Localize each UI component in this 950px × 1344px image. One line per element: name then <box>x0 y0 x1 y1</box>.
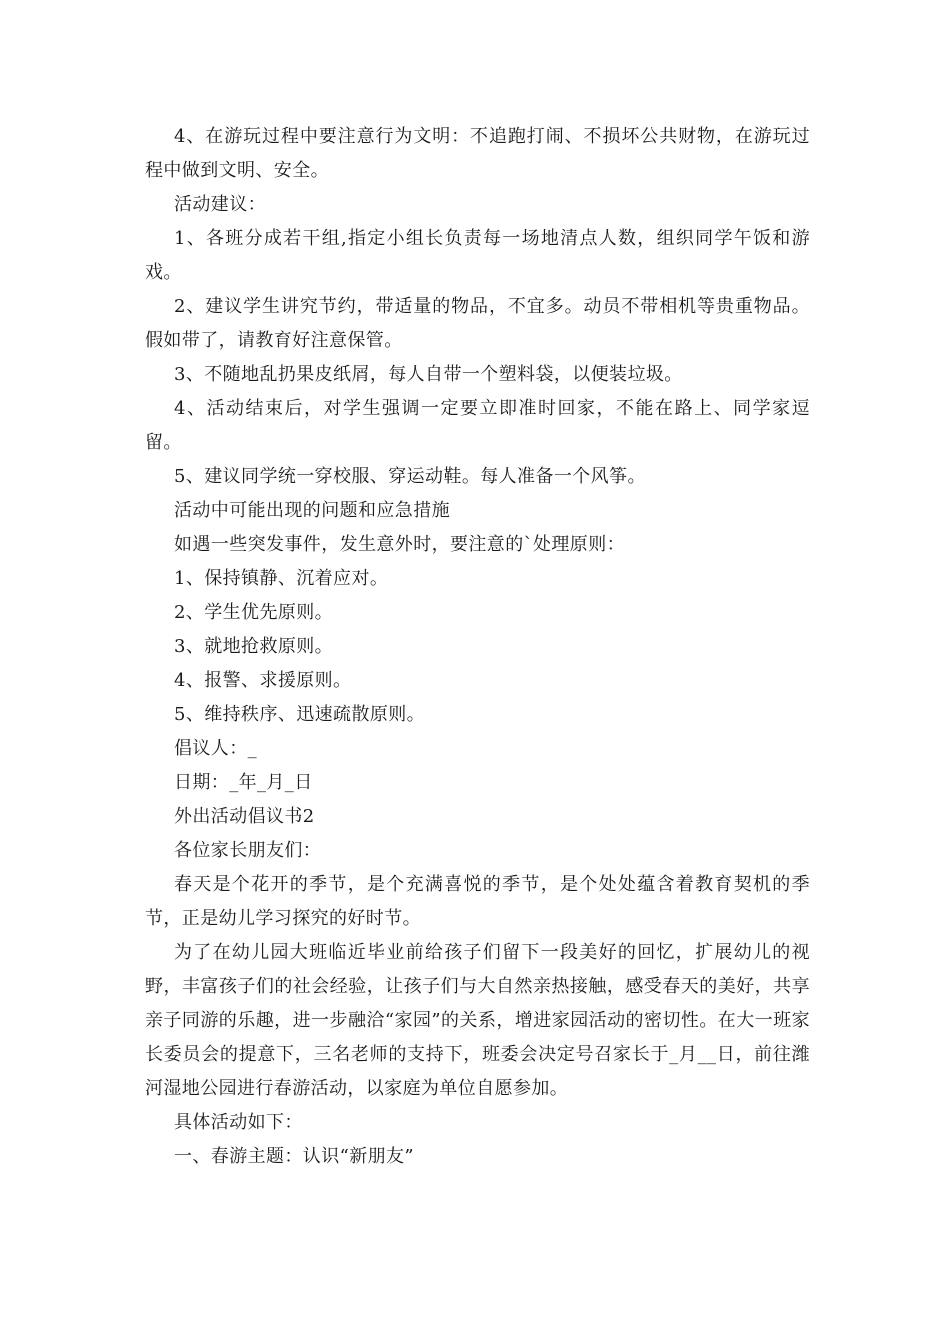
paragraph-emergency-intro: 如遇一些突发事件，发生意外时，要注意的`处理原则： <box>174 534 625 555</box>
paragraph-principle-4: 4、报警、求援原则。 <box>174 670 352 691</box>
paragraph-principle-2: 2、学生优先原则。 <box>174 602 334 623</box>
paragraph-suggestion-1: 1、各班分成若干组,指定小组长负责每一场地清点人数，组织同学午饭和游戏。 <box>145 228 810 283</box>
paragraph-suggestion-2: 2、建议学生讲究节约，带适量的物品，不宜多。动员不带相机等贵重物品。假如带了，请教育好注意保管。 <box>145 296 810 351</box>
paragraph-suggestion-3: 3、不随地乱扔果皮纸屑，每人自带一个塑料袋，以便装垃圾。 <box>174 364 683 385</box>
paragraph-principle-3: 3、就地抢救原则。 <box>174 636 334 657</box>
paragraph-principle-1: 1、保持镇静、沉着应对。 <box>174 568 389 589</box>
paragraph-greeting: 各位家长朋友们： <box>174 840 322 861</box>
paragraph-spring-intro: 春天是个花开的季节，是个充满喜悦的季节，是个处处蕴含着教育契机的季节，正是幼儿学习探究的好时节。 <box>145 874 810 929</box>
paragraph-suggestion-4: 4、活动结束后，对学生强调一定要立即准时回家，不能在路上、同学家逗留。 <box>145 398 810 453</box>
paragraph-emergency-heading: 活动中可能出现的问题和应急措施 <box>174 500 450 521</box>
paragraph-safety-rule-4: 4、在游玩过程中要注意行为文明：不追跑打闹、不损坏公共财物，在游玩过程中做到文明、安全。 <box>145 126 810 181</box>
paragraph-date: 日期：_年_月_日 <box>174 772 313 793</box>
document-body <box>145 120 810 1174</box>
paragraph-suggestion-5: 5、建议同学统一穿校服、穿运动鞋。每人准备一个风筝。 <box>174 466 646 487</box>
paragraph-suggestions-heading: 活动建议： <box>174 194 266 215</box>
paragraph-activity-details-heading: 具体活动如下： <box>174 1112 303 1133</box>
paragraph-activity-purpose: 为了在幼儿园大班临近毕业前给孩子们留下一段美好的回忆，扩展幼儿的视野，丰富孩子们的社会经验，让孩子们与大自然亲热接触，感受春天的美好，共享亲子同游的乐趣，进一步融洽“家园”的关系，增进家园活动的密切性。在大一班家长委员会的提意下，三名老师的支持下，班委会决定号召家长于_月__日，前往潍河湿地公园进行春游活动，以家庭为单位自愿参加。 <box>145 942 810 1099</box>
paragraph-principle-5: 5、维持秩序、迅速疏散原则。 <box>174 704 426 725</box>
paragraph-spring-theme: 一、春游主题：认识“新朋友” <box>174 1146 415 1167</box>
paragraph-proposal-2-title: 外出活动倡议书2 <box>174 806 315 827</box>
paragraph-proposer: 倡议人：_ <box>174 738 257 759</box>
